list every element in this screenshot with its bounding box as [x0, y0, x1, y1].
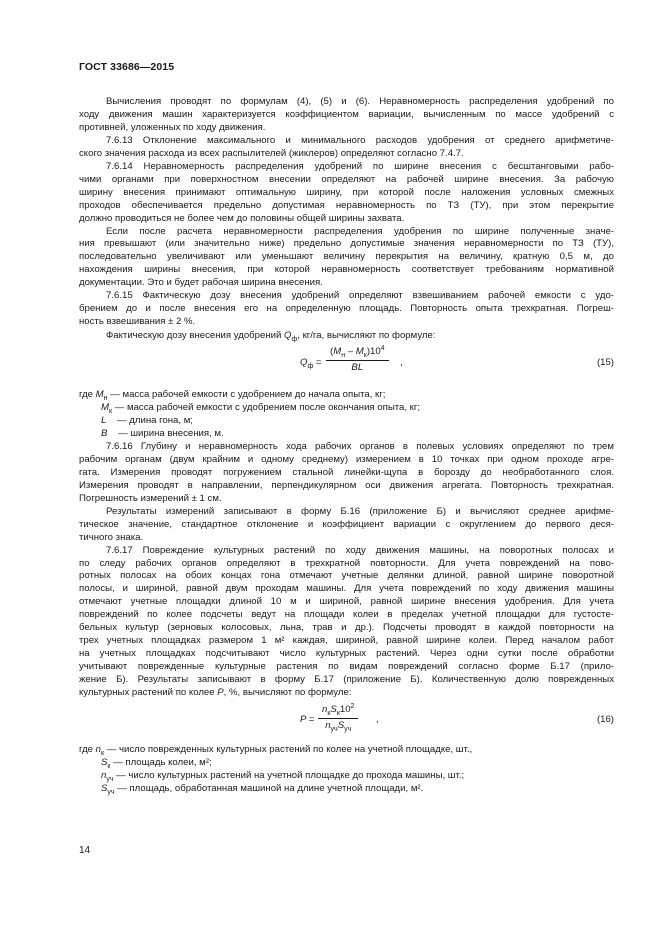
formula-lhs-symbol: P: [300, 713, 307, 725]
legend-symbol: M: [95, 389, 104, 401]
symbol-subscript: к: [327, 709, 331, 717]
document-body: [79, 96, 614, 796]
legend-row: [79, 770, 614, 783]
symbol-subscript: к: [336, 709, 340, 717]
paragraph-intro: [79, 96, 614, 135]
legend-row: [79, 757, 614, 770]
fraction-bar: [326, 360, 389, 361]
text-fragment: , %, вычисляют по формуле:: [223, 687, 352, 699]
formula-numerator: [318, 704, 358, 717]
legend-symbol: S: [101, 782, 108, 794]
text-line: 7.6.15 Фактическую дозу внесения удобрений определяют взвешиванием рабочей емкости с удо-: [106, 290, 614, 302]
constant: 10: [339, 703, 351, 715]
text-line: учитывают поврежденные культурные растения по видам повреждений согласно форме Б.17 (прило-: [79, 661, 614, 673]
formula-fraction: [326, 346, 389, 375]
legend-subscript: н: [103, 395, 108, 403]
text-line: ходу движения машин характеризуется коэффициентом вариации, вычисленным по массе удобрений с: [79, 108, 614, 120]
text-line: повреждений по колее подсчеты ведут на площади колеи в пределах учетной площадки для густосте-: [79, 609, 614, 621]
paren-open: (: [330, 346, 334, 358]
formula-lhs-subscript: ф: [307, 363, 314, 371]
formula-lhs: [300, 714, 314, 727]
legend-subscript: уч: [106, 775, 114, 783]
symbol-subscript: уч: [330, 725, 338, 733]
text-line: по следу рабочих органов определяют в трехкратной повторности. Для учета повреждений на пово-: [79, 557, 614, 569]
formula-fraction: [318, 704, 358, 733]
symbol-subscript: н: [341, 352, 346, 360]
legend-symbol: B: [101, 427, 108, 439]
paragraph-working-width: [79, 226, 614, 291]
text-line: гата. Измерения проводят погружением стальной линейки-щупа в борозду до необработанного слоя.: [79, 466, 614, 478]
text-line: Если после расчета неравномерности распределения удобрения по ширине полученные значе-: [106, 225, 614, 237]
text-line: чими органами при поверхностном внесении определяют на рабочей ширине внесения. За рабочую: [79, 173, 614, 185]
formula-equals: =: [308, 713, 315, 725]
paragraph-dose-intro: [79, 330, 614, 343]
formula-lhs-symbol: Q: [300, 357, 308, 369]
legend-subscript: к: [101, 749, 105, 757]
text-line: Вычисления проводят по формулам (4), (5) и (6). Неравномерность распределения удобрений по: [106, 96, 614, 107]
symbol-p: P: [217, 687, 224, 699]
text-line: 7.6.14 Неравномерность распределения удобрений по ширине внесения с бесштанговыми рабо-: [106, 160, 614, 172]
standard-header: ГОСТ 33686—2015: [79, 61, 175, 73]
text-line: ния превышают (или значительно ниже) предельно допустимые значения неравномерности по ТЗ (ТУ),: [79, 238, 614, 250]
exponent: 4: [380, 344, 385, 352]
text-line: на учетных площадках подсчитывают число культурных растений. Через одни сутки после обработки: [79, 648, 614, 660]
text-line: должно проводиться не более чем до половины общей ширины захвата.: [79, 212, 405, 224]
text-line: 7.6.16 Глубину и неравномерность хода рабочих органов в полевых условиях определяют по трем: [106, 440, 614, 452]
formula-denominator: BL: [351, 362, 364, 374]
text-line: 7.6.17 Повреждение культурных растений по ходу движения машины, на поворотных полосах и: [106, 544, 614, 556]
text-line: проходов обеспечивается предельно допустимая неравномерность по ТЗ (ТУ), при этом перекрытие: [79, 199, 614, 211]
text-line: [79, 687, 614, 700]
fraction-bar: [318, 718, 358, 719]
text-line: ширину внесения принимают оптимальную ширину, при которой после наложения условных смежных: [79, 186, 614, 198]
legend-text: — число поврежденных культурных растений по колее на учетной площадке, шт.,: [104, 743, 473, 755]
equation-number: (16): [596, 713, 614, 725]
text-line: бельных культур (зерновых колосовых, льна, трав и др.). Подсчеты проводят в каждой повторности на: [79, 622, 614, 634]
text-line: Погрешность измерений ± 1 см.: [79, 492, 222, 504]
text-line: ность взвешивания ± 2 %.: [79, 316, 196, 328]
text-line: тическое значение, стандартное отклонение и коэффициент вариации с округлением до первого деся-: [79, 518, 614, 530]
formula-comma: ,: [376, 713, 379, 725]
text-line: рабочим органам (двум крайним и одному среднему) измерением в 10 точках при одном проходе агре-: [79, 453, 614, 465]
formula-equals: =: [315, 357, 322, 369]
legend-row: [79, 783, 614, 796]
legend-text: — длина гона, м;: [114, 415, 193, 427]
symbol-subscript: ф: [291, 336, 298, 344]
paragraph-7-6-15: [79, 290, 614, 329]
text-line: трех учетных площадках размером 1 м² каждая, шириной, равной ширине колеи. Перед началом работ: [79, 635, 614, 647]
legend-symbol: n: [101, 769, 107, 781]
text-line: жение Б). Результаты записывают в форму Б.17 (приложение Б). Количественную долю поврежденных: [79, 674, 614, 686]
legend-subscript: к: [109, 407, 113, 415]
legend-text: — ширина внесения, м.: [115, 427, 224, 439]
text-fragment: Фактическую дозу внесения удобрений: [106, 330, 284, 342]
symbol-s: S: [337, 719, 345, 731]
legend-symbol: L: [101, 415, 107, 427]
formula-15: [79, 343, 614, 387]
paren-close: )10: [366, 346, 381, 358]
text-fragment: , кг/га, вычисляют по формуле:: [297, 330, 436, 342]
text-line: тичного знака.: [79, 531, 144, 543]
legend-text: — площадь, обработанная машиной на длине учетной площади, м².: [114, 782, 424, 794]
formula-denominator: [318, 720, 358, 733]
symbol-n: n: [325, 719, 331, 731]
text-line: противней, уложенных по ходу движения.: [79, 121, 266, 133]
text-line: ротных полосах на обоих концах гона отмечают учетные делянки длиной, равной ширине поворотной: [79, 570, 614, 582]
legend-text: — площадь колеи, м²;: [110, 756, 212, 768]
symbol-subscript: уч: [344, 725, 352, 733]
legend-row: [79, 389, 614, 402]
legend-row: [79, 402, 614, 415]
text-line: последовательно увеличивают или уменьшают величину перекрытия на величину, кратную 0,5 м, до: [79, 251, 614, 263]
text-line: отмечают учетные площадки длиной 10 м и шириной, равной ширине внесения удобрения. Для учета: [79, 596, 614, 608]
text-fragment: культурных растений по колее: [79, 687, 218, 699]
legend-text: — масса рабочей емкости с удобрением до начала опыта, кг;: [107, 389, 386, 401]
legend-15: [79, 389, 614, 441]
symbol-q: Q: [284, 330, 292, 342]
legend-text: — число культурных растений на учетной площадке до прохода машины, шт.;: [113, 769, 465, 781]
legend-lead: где: [79, 389, 96, 401]
legend-row: [79, 428, 614, 441]
text-line: 7.6.13 Отклонение максимального и минимального расходов удобрения от среднего арифметиче-: [106, 134, 614, 146]
paragraph-7-6-17: [79, 545, 614, 700]
text-line: полосы, и шириной, равной двум проходам машины. Для учета повреждений по ходу движения машины: [79, 583, 614, 595]
symbol-subscript: к: [363, 352, 367, 360]
symbol-s: S: [330, 703, 337, 715]
legend-text: — масса рабочей емкости с удобрением после окончания опыта, кг;: [112, 402, 421, 414]
legend-subscript: к: [107, 762, 111, 770]
legend-row: [79, 744, 614, 757]
text-line: Результаты измерений записывают в форму Б.16 (приложение Б) и вычисляют среднее арифме-: [106, 505, 614, 517]
legend-symbol: M: [101, 402, 109, 414]
text-line: ского значения расхода из всех распылителей (жиклеров) определяют согласно 7.4.7.: [79, 147, 464, 159]
legend-row: [79, 415, 614, 428]
formula-lhs: [300, 357, 322, 370]
formula-comma: ,: [400, 357, 403, 369]
legend-subscript: уч: [107, 788, 115, 796]
text-line: Измерения проводят в направлении, перпендикулярном оси движения агрегата. Повторность трехкратная.: [79, 479, 614, 491]
equation-number: (15): [596, 357, 614, 369]
paragraph-7-6-16: [79, 441, 614, 506]
text-line: брением до и после внесения его на определенную площадь. Повторность опыта трехкратная. Погреш-: [79, 303, 614, 315]
exponent: 2: [350, 702, 355, 710]
symbol-m: M: [333, 346, 342, 358]
legend-symbol: n: [95, 743, 102, 755]
paragraph-7-6-14: [79, 161, 614, 226]
paragraph-7-6-13: [79, 135, 614, 161]
legend-lead: где: [79, 743, 96, 755]
legend-symbol: S: [101, 756, 108, 768]
legend-16: [79, 744, 614, 796]
formula-numerator: [326, 346, 389, 359]
symbol-n: n: [322, 703, 328, 715]
formula-16: [79, 700, 614, 742]
page-number: 14: [79, 845, 91, 856]
text-line: нахождения ширины внесения, при которой неравномерность соответствует требованиям нормативной: [79, 264, 614, 276]
text-line: документации. Это и будет рабочая ширина внесения.: [79, 277, 323, 289]
minus-sign: –: [345, 346, 356, 358]
paragraph-results: [79, 506, 614, 545]
symbol-m: M: [355, 346, 364, 358]
